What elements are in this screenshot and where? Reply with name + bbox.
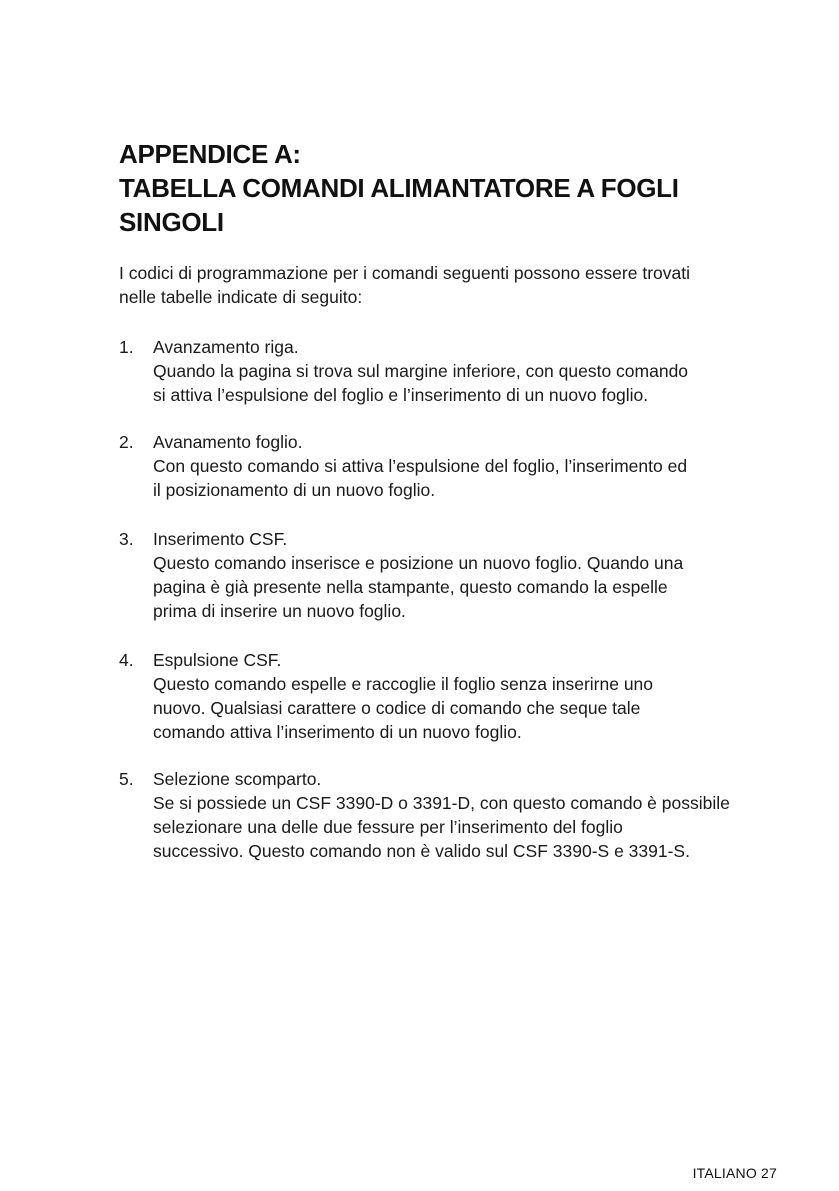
list-item-number: 2. xyxy=(119,432,134,452)
list-item-number: 3. xyxy=(119,529,134,549)
list-item-line: comando attiva l’inserimento di un nuovo foglio. xyxy=(153,722,522,742)
intro-line-1: I codici di programmazione per i comandi seguenti possono essere trovati xyxy=(119,263,690,283)
list-item-title: Avanzamento riga. xyxy=(153,337,299,357)
list-item-text xyxy=(153,527,783,623)
list-item-title: Inserimento CSF. xyxy=(153,529,288,549)
list-item-number: 5. xyxy=(119,769,134,789)
list-item-line: Questo comando inserisce e posizione un nuovo foglio. Quando una xyxy=(153,553,684,573)
page-title xyxy=(119,137,779,239)
list-item-line: Con questo comando si attiva l’espulsione del foglio, l’inserimento ed xyxy=(153,456,688,476)
intro-line-2: nelle tabelle indicate di seguito: xyxy=(119,287,363,307)
list-item-line: il posizionamento di un nuovo foglio. xyxy=(153,480,436,500)
list-item-number: 4. xyxy=(119,650,134,670)
list-item-line: successivo. Questo comando non è valido sul CSF 3390-S e 3391-S. xyxy=(153,841,690,861)
intro-paragraph xyxy=(119,261,779,309)
list-item-text xyxy=(153,648,783,744)
list-item-title: Espulsione CSF. xyxy=(153,650,282,670)
list-item-number: 1. xyxy=(119,337,134,357)
list-item-text xyxy=(153,430,783,502)
list-item-line: prima di inserire un nuovo foglio. xyxy=(153,601,406,621)
list-item-title: Avanamento foglio. xyxy=(153,432,303,452)
list-item-text xyxy=(153,335,783,407)
list-item-line: si attiva l’espulsione del foglio e l’inserimento di un nuovo foglio. xyxy=(153,385,649,405)
list-item-line: Se si possiede un CSF 3390-D o 3391-D, con questo comando è possibile xyxy=(153,793,730,813)
list-item-title: Selezione scomparto. xyxy=(153,769,322,789)
page-footer: ITALIANO 27 xyxy=(692,1165,777,1181)
title-line-1: APPENDICE A: xyxy=(119,139,301,169)
list-item-line: pagina è già presente nella stampante, questo comando la espelle xyxy=(153,577,668,597)
title-line-2: TABELLA COMANDI ALIMANTATORE A FOGLI xyxy=(119,173,679,203)
list-item-line: Quando la pagina si trova sul margine inferiore, con questo comando xyxy=(153,361,689,381)
list-item-line: nuovo. Qualsiasi carattere o codice di comando che seque tale xyxy=(153,698,641,718)
list-item-text xyxy=(153,767,783,863)
title-line-3: SINGOLI xyxy=(119,207,224,237)
list-item-line: selezionare una delle due fessure per l’inserimento del foglio xyxy=(153,817,623,837)
list-item-line: Questo comando espelle e raccoglie il foglio senza inserirne uno xyxy=(153,674,654,694)
